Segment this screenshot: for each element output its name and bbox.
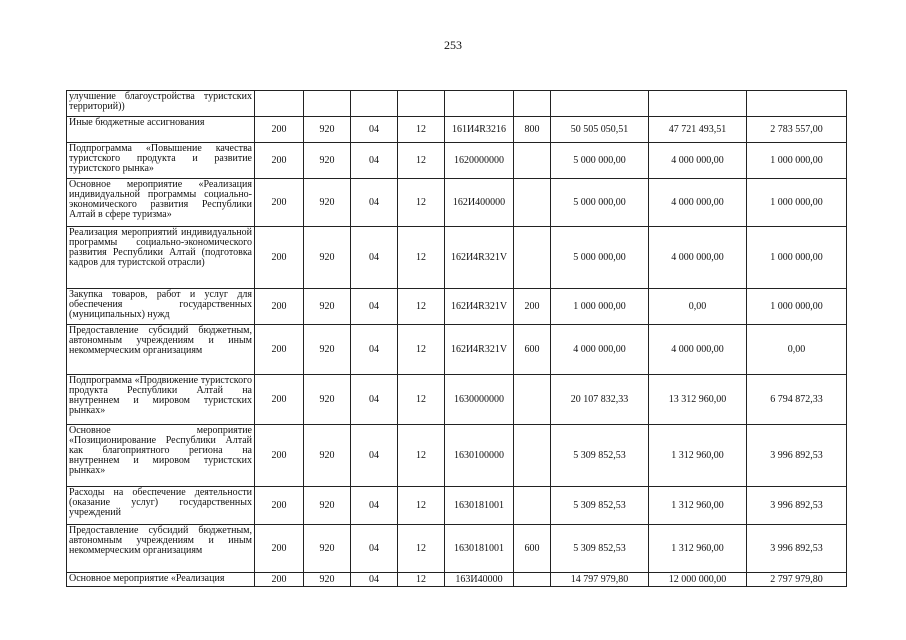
row-name: Подпрограмма «Продвижение туристского продукта Республики Алтай на внутреннем и мировом туристских рынках» <box>67 375 255 425</box>
row-col-3: 04 <box>351 573 398 587</box>
row-col-4: 12 <box>398 375 445 425</box>
row-amount-1: 50 505 050,51 <box>551 117 649 143</box>
row-col-1: 200 <box>255 487 304 525</box>
row-expense-type: 600 <box>514 325 551 375</box>
row-amount-2: 47 721 493,51 <box>649 117 747 143</box>
table-row <box>67 525 847 573</box>
row-target-code: 1630181001 <box>445 525 514 573</box>
row-col-2: 920 <box>304 573 351 587</box>
row-col-4: 12 <box>398 289 445 325</box>
row-name: Предоставление субсидий бюджетным, автономным учреждениям и иным некоммерческим организациям <box>67 525 255 573</box>
row-amount-2 <box>649 91 747 117</box>
row-amount-3: 2 783 557,00 <box>747 117 847 143</box>
table-row <box>67 91 847 117</box>
row-amount-1: 5 309 852,53 <box>551 425 649 487</box>
row-expense-type <box>514 91 551 117</box>
row-amount-2: 13 312 960,00 <box>649 375 747 425</box>
row-expense-type <box>514 375 551 425</box>
row-expense-type: 800 <box>514 117 551 143</box>
row-amount-1: 5 000 000,00 <box>551 227 649 289</box>
row-col-2: 920 <box>304 325 351 375</box>
row-col-4 <box>398 91 445 117</box>
row-col-3: 04 <box>351 487 398 525</box>
row-target-code: 162И400000 <box>445 179 514 227</box>
row-col-2: 920 <box>304 375 351 425</box>
row-col-3: 04 <box>351 289 398 325</box>
table-row <box>67 117 847 143</box>
row-col-3: 04 <box>351 375 398 425</box>
row-col-3: 04 <box>351 325 398 375</box>
row-col-1: 200 <box>255 375 304 425</box>
row-col-1: 200 <box>255 179 304 227</box>
row-amount-1: 4 000 000,00 <box>551 325 649 375</box>
row-target-code: 163И40000 <box>445 573 514 587</box>
row-name: Иные бюджетные ассигнования <box>67 117 255 143</box>
row-amount-1: 5 309 852,53 <box>551 487 649 525</box>
row-target-code: 1620000000 <box>445 143 514 179</box>
row-amount-2: 12 000 000,00 <box>649 573 747 587</box>
row-col-1: 200 <box>255 525 304 573</box>
row-expense-type <box>514 573 551 587</box>
row-name: Основное мероприятие «Позиционирование Республики Алтай как благоприятного региона на внутреннем и мировом туристских рынках» <box>67 425 255 487</box>
table-row <box>67 425 847 487</box>
row-amount-1: 5 309 852,53 <box>551 525 649 573</box>
row-expense-type <box>514 227 551 289</box>
row-col-4: 12 <box>398 325 445 375</box>
row-col-1: 200 <box>255 573 304 587</box>
row-col-3: 04 <box>351 117 398 143</box>
row-target-code <box>445 91 514 117</box>
row-col-4: 12 <box>398 525 445 573</box>
row-expense-type <box>514 425 551 487</box>
row-expense-type <box>514 143 551 179</box>
row-target-code: 162И4R321V <box>445 325 514 375</box>
row-amount-1 <box>551 91 649 117</box>
row-amount-3: 3 996 892,53 <box>747 425 847 487</box>
row-amount-3: 6 794 872,33 <box>747 375 847 425</box>
row-amount-1: 20 107 832,33 <box>551 375 649 425</box>
row-col-3: 04 <box>351 227 398 289</box>
row-name: Реализация мероприятий индивидуальной программы социально-экономического развития Республики Алтай (подготовка кадров для туристской отрасли) <box>67 227 255 289</box>
row-col-2: 920 <box>304 117 351 143</box>
row-target-code: 161И4R3216 <box>445 117 514 143</box>
row-col-4: 12 <box>398 573 445 587</box>
row-target-code: 162И4R321V <box>445 227 514 289</box>
row-col-3 <box>351 91 398 117</box>
row-amount-2: 4 000 000,00 <box>649 325 747 375</box>
row-amount-3: 2 797 979,80 <box>747 573 847 587</box>
table-row <box>67 227 847 289</box>
row-col-2 <box>304 91 351 117</box>
budget-table <box>66 90 847 587</box>
table-row <box>67 179 847 227</box>
row-name: Основное мероприятие «Реализация <box>67 573 255 587</box>
table-row <box>67 573 847 587</box>
row-amount-3: 3 996 892,53 <box>747 525 847 573</box>
row-col-4: 12 <box>398 179 445 227</box>
row-target-code: 1630000000 <box>445 375 514 425</box>
row-amount-1: 5 000 000,00 <box>551 179 649 227</box>
row-amount-1: 5 000 000,00 <box>551 143 649 179</box>
row-amount-2: 1 312 960,00 <box>649 487 747 525</box>
row-expense-type <box>514 487 551 525</box>
row-amount-1: 1 000 000,00 <box>551 289 649 325</box>
row-expense-type: 600 <box>514 525 551 573</box>
row-name: Предоставление субсидий бюджетным, автономным учреждениям и иным некоммерческим организациям <box>67 325 255 375</box>
page-number: 253 <box>444 38 462 52</box>
table-row <box>67 143 847 179</box>
row-col-2: 920 <box>304 289 351 325</box>
row-name: Подпрограмма «Повышение качества туристского продукта и развитие туристского рынка» <box>67 143 255 179</box>
row-col-1: 200 <box>255 143 304 179</box>
row-target-code: 1630181001 <box>445 487 514 525</box>
row-col-3: 04 <box>351 143 398 179</box>
row-name: Основное мероприятие «Реализация индивидуальной программы социально-экономического развития Республики Алтай в сфере туризма» <box>67 179 255 227</box>
row-amount-1: 14 797 979,80 <box>551 573 649 587</box>
row-target-code: 1630100000 <box>445 425 514 487</box>
row-col-3: 04 <box>351 525 398 573</box>
row-col-4: 12 <box>398 425 445 487</box>
row-expense-type <box>514 179 551 227</box>
row-amount-2: 4 000 000,00 <box>649 227 747 289</box>
row-amount-3: 3 996 892,53 <box>747 487 847 525</box>
row-col-2: 920 <box>304 179 351 227</box>
row-amount-2: 4 000 000,00 <box>649 143 747 179</box>
row-name: улучшение благоустройства туристских территорий)) <box>67 91 255 117</box>
row-col-4: 12 <box>398 143 445 179</box>
row-name: Расходы на обеспечение деятельности (оказание услуг) государственных учреждений <box>67 487 255 525</box>
row-col-4: 12 <box>398 227 445 289</box>
row-col-1: 200 <box>255 325 304 375</box>
table-row <box>67 375 847 425</box>
row-amount-3: 1 000 000,00 <box>747 289 847 325</box>
table-row <box>67 325 847 375</box>
row-target-code: 162И4R321V <box>445 289 514 325</box>
row-amount-3: 1 000 000,00 <box>747 143 847 179</box>
row-col-2: 920 <box>304 487 351 525</box>
table-row <box>67 487 847 525</box>
row-col-4: 12 <box>398 117 445 143</box>
row-col-2: 920 <box>304 425 351 487</box>
row-col-2: 920 <box>304 525 351 573</box>
row-col-1 <box>255 91 304 117</box>
row-col-2: 920 <box>304 143 351 179</box>
row-amount-2: 1 312 960,00 <box>649 525 747 573</box>
row-amount-3 <box>747 91 847 117</box>
row-amount-3: 0,00 <box>747 325 847 375</box>
row-col-1: 200 <box>255 425 304 487</box>
row-col-2: 920 <box>304 227 351 289</box>
row-name: Закупка товаров, работ и услуг для обеспечения государственных (муниципальных) нужд <box>67 289 255 325</box>
row-col-3: 04 <box>351 179 398 227</box>
row-col-4: 12 <box>398 487 445 525</box>
row-col-1: 200 <box>255 227 304 289</box>
row-amount-2: 1 312 960,00 <box>649 425 747 487</box>
row-col-1: 200 <box>255 117 304 143</box>
row-expense-type: 200 <box>514 289 551 325</box>
row-col-1: 200 <box>255 289 304 325</box>
table-row <box>67 289 847 325</box>
row-amount-3: 1 000 000,00 <box>747 227 847 289</box>
row-col-3: 04 <box>351 425 398 487</box>
row-amount-3: 1 000 000,00 <box>747 179 847 227</box>
row-amount-2: 0,00 <box>649 289 747 325</box>
row-amount-2: 4 000 000,00 <box>649 179 747 227</box>
